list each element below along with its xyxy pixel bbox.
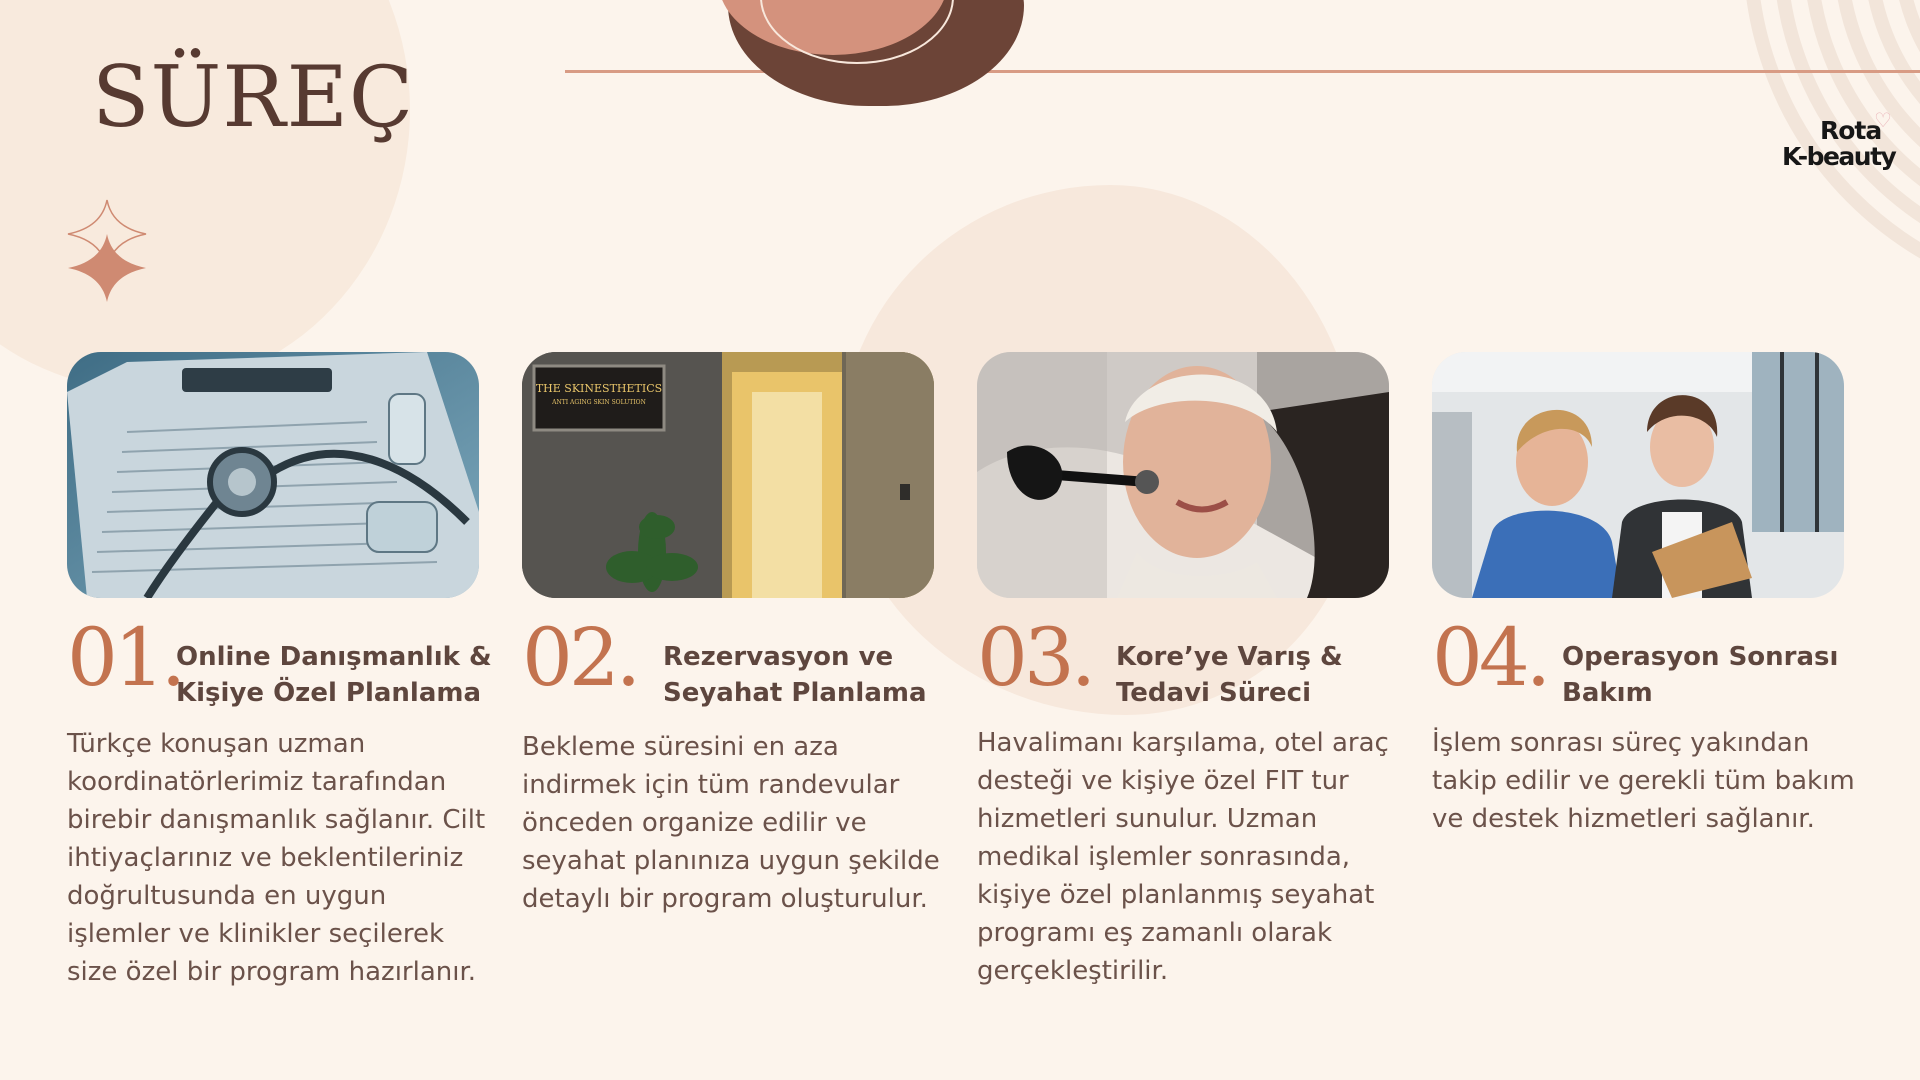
step-title-line-1: Online Danışmanlık & bbox=[176, 642, 492, 672]
step-card-3 bbox=[977, 352, 1427, 986]
step-number: 02. bbox=[522, 611, 638, 704]
step-description: İşlem sonrası süreç yakından takip edilir ve gerekli tüm bakım ve destek hizmetleri sağlanır. bbox=[1432, 728, 1855, 834]
step-title-line-2: Bakım bbox=[1562, 678, 1653, 708]
step-title-line-1: Operasyon Sonrası bbox=[1562, 642, 1839, 672]
step-title bbox=[176, 639, 492, 711]
nurse-consultation-image bbox=[1432, 352, 1844, 598]
brand-logo bbox=[1782, 108, 1912, 178]
step-title bbox=[663, 639, 927, 711]
step-description: Bekleme süresini en aza indirmek için tüm randevular önceden organize edilir ve seyahat planınıza uygun şekilde detaylı bir program oluşturulur. bbox=[522, 732, 940, 914]
heart-icon: ♡ bbox=[1874, 108, 1892, 132]
sparkle-icon bbox=[64, 198, 150, 314]
step-title-line-1: Rezervasyon ve bbox=[663, 642, 894, 672]
step-title-line-2: Tedavi Süreci bbox=[1116, 678, 1311, 708]
clinic-sign bbox=[534, 382, 664, 406]
medical-history-image bbox=[67, 352, 479, 598]
facial-treatment-image bbox=[977, 352, 1389, 598]
step-title-line-1: Kore’ye Varış & bbox=[1116, 642, 1343, 672]
step-card-4 bbox=[1432, 352, 1882, 834]
step-card-1 bbox=[67, 352, 517, 987]
clinic-sign-line-2: ANTI AGING SKIN SOLUTION bbox=[552, 399, 646, 406]
step-description: Havalimanı karşılama, otel araç desteği ve kişiye özel FIT tur hizmetleri sunulur. Uzman medikal işlemler sonrasında, kişiye özel planlanmış seyahat programı eş zamanlı olarak gerçekleştirilir. bbox=[977, 728, 1389, 986]
step-number: 03. bbox=[977, 611, 1093, 704]
logo-line-1: Rota bbox=[1820, 116, 1882, 145]
clinic-entrance-image bbox=[522, 352, 934, 598]
step-title-line-2: Kişiye Özel Planlama bbox=[176, 678, 482, 708]
clinic-sign-line-1: THE SKINESTHETICS bbox=[535, 382, 663, 395]
step-title bbox=[1116, 639, 1343, 711]
step-card-2 bbox=[522, 352, 972, 914]
page-title: SÜREÇ bbox=[92, 48, 415, 146]
step-title bbox=[1562, 639, 1838, 711]
step-description: Türkçe konuşan uzman koordinatörlerimiz tarafından birebir danışmanlık sağlanır. Cilt ihtiyaçlarınız ve beklentileriniz doğrultusunda en uygun işlemler ve klinikler seçilerek size özel bir program hazırlanır. bbox=[67, 729, 486, 987]
step-number: 01. bbox=[67, 611, 183, 704]
logo-line-2: K-beauty bbox=[1782, 142, 1896, 171]
step-title-line-2: Seyahat Planlama bbox=[663, 678, 927, 708]
step-number: 04. bbox=[1432, 611, 1548, 704]
